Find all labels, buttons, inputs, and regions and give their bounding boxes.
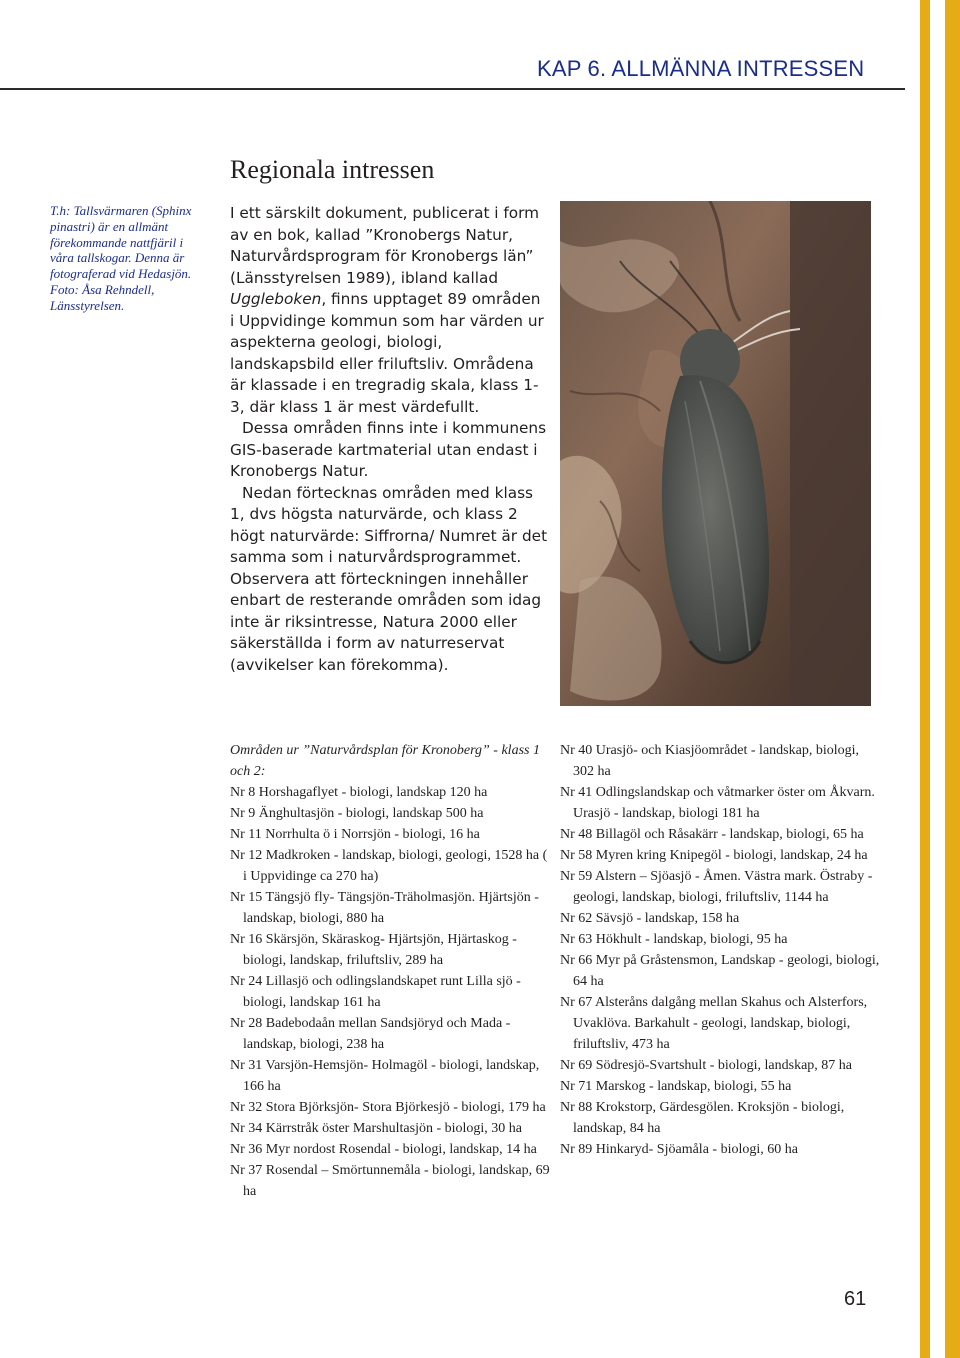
header-divider xyxy=(0,88,905,90)
area-list-right xyxy=(560,740,880,1160)
body-paragraph-1 xyxy=(230,203,548,418)
list-item: Nr 48 Billagöl och Råsakärr - landskap, biologi, 65 ha xyxy=(560,827,864,842)
decorative-stripe-outer xyxy=(945,0,960,1358)
list-item: Nr 67 Alsteråns dalgång mellan Skahus och Alsterfors, Uvaklöva. Barkahult - geologi, landskap, biologi, friluftsliv, 473 ha xyxy=(560,995,868,1052)
body-p1-end: , finns upptaget 89 områden i Uppvidinge kommun som har värden ur aspekterna geologi, biologi, landskapsbild eller friluftsliv. Områdena är klassade i en tregradig skala, klass 1- 3, där klass 1 är mest värdefullt. xyxy=(230,290,544,416)
list-item: Nr 8 Horshagaflyet - biologi, landskap 120 ha xyxy=(230,785,488,800)
list-item: Nr 63 Hökhult - landskap, biologi, 95 ha xyxy=(560,932,788,947)
section-heading: Regionala intressen xyxy=(230,155,435,184)
decorative-stripe-inner xyxy=(920,0,930,1358)
list-item: Nr 58 Myren kring Knipegöl - biologi, landskap, 24 ha xyxy=(560,848,868,863)
list-item: Nr 88 Krokstorp, Gärdesgölen. Kroksjön - biologi, landskap, 84 ha xyxy=(560,1100,845,1136)
list-item: Nr 59 Alstern – Sjöasjö - Åmen. Västra mark. Östraby - geologi, landskap, biologi, friluftsliv, 1144 ha xyxy=(560,869,873,905)
list-intro: Områden ur ”Naturvårdsplan för Kronoberg” - klass 1 och 2: xyxy=(230,743,540,779)
moth-photo xyxy=(560,201,871,706)
list-item: Nr 40 Urasjö- och Kiasjöområdet - landskap, biologi, 302 ha xyxy=(560,743,859,779)
list-item: Nr 24 Lillasjö och odlingslandskapet runt Lilla sjö - biologi, landskap 161 ha xyxy=(230,974,521,1010)
list-item: Nr 89 Hinkaryd- Sjöamåla - biologi, 60 ha xyxy=(560,1142,798,1157)
list-item: Nr 9 Änghultasjön - biologi, landskap 500 ha xyxy=(230,806,484,821)
photo-caption: T.h: Tallsvärmaren (Sphinx pinastri) är en allmänt förekommande nattfjäril i våra tallskogar. Denna är fotograferad vid Hedasjön. Foto: Åsa Rehndell, Länsstyrelsen. xyxy=(50,203,192,313)
moth-on-bark-image xyxy=(560,201,871,706)
list-item: Nr 15 Tängsjö fly- Tängsjön-Träholmasjön. Hjärtsjön - landskap, biologi, 880 ha xyxy=(230,890,539,926)
list-item: Nr 34 Kärrstråk öster Marshultasjön - biologi, 30 ha xyxy=(230,1121,522,1136)
body-paragraph-2: Dessa områden finns inte i kommunens GIS-baserade kartmaterial utan endast i Kronobergs Natur. xyxy=(230,419,547,480)
list-item: Nr 69 Södresjö-Svartshult - biologi, landskap, 87 ha xyxy=(560,1058,853,1073)
list-item: Nr 31 Varsjön-Hemsjön- Holmagöl - biologi, landskap, 166 ha xyxy=(230,1058,540,1094)
body-p1-start: I ett särskilt dokument, publicerat i form av en bok, kallad ”Kronobergs Natur, Naturvårdsprogram för Kronobergs län” (Länsstyrelsen 1989), ibland kallad xyxy=(230,204,540,287)
list-item: Nr 66 Myr på Gråstensmon, Landskap - geologi, biologi, 64 ha xyxy=(560,953,880,989)
list-item: Nr 32 Stora Björksjön- Stora Björkesjö - biologi, 179 ha xyxy=(230,1100,546,1115)
list-item: Nr 36 Myr nordost Rosendal - biologi, landskap, 14 ha xyxy=(230,1142,537,1157)
list-item: Nr 28 Badebodaån mellan Sandsjöryd och Mada - landskap, biologi, 238 ha xyxy=(230,1016,511,1052)
page-number: 61 xyxy=(844,1288,867,1310)
body-text xyxy=(230,203,548,676)
list-item: Nr 62 Sävsjö - landskap, 158 ha xyxy=(560,911,740,926)
list-item: Nr 12 Madkroken - landskap, biologi, geologi, 1528 ha ( i Uppvidinge ca 270 ha) xyxy=(230,848,548,884)
body-paragraph-3: Nedan förtecknas områden med klass 1, dvs högsta naturvärde, och klass 2 högt naturvärde: Siffrorna/ Numret är det samma som i naturvårdsprogrammet. Observera att förteckningen innehåller enbart de resterande områden som idag inte är riksintresse, Natura 2000 eller säkerställda i form av naturreservat (avvikelser kan förekomma). xyxy=(230,483,548,674)
list-item: Nr 37 Rosendal – Smörtunnemåla - biologi, landskap, 69 ha xyxy=(230,1163,550,1199)
area-list-left xyxy=(230,740,550,1202)
list-item: Nr 16 Skärsjön, Skäraskog- Hjärtsjön, Hjärtaskog - biologi, landskap, friluftsliv, 289 ha xyxy=(230,932,517,968)
list-item: Nr 71 Marskog - landskap, biologi, 55 ha xyxy=(560,1079,792,1094)
list-item: Nr 11 Norrhulta ö i Norrsjön - biologi, 16 ha xyxy=(230,827,480,842)
book-title-italic: Uggleboken xyxy=(230,290,322,308)
list-item: Nr 41 Odlingslandskap och våtmarker öster om Åkvarn. Urasjö - landskap, biologi 181 ha xyxy=(560,785,875,821)
chapter-title: KAP 6. ALLMÄNNA INTRESSEN xyxy=(537,56,865,81)
